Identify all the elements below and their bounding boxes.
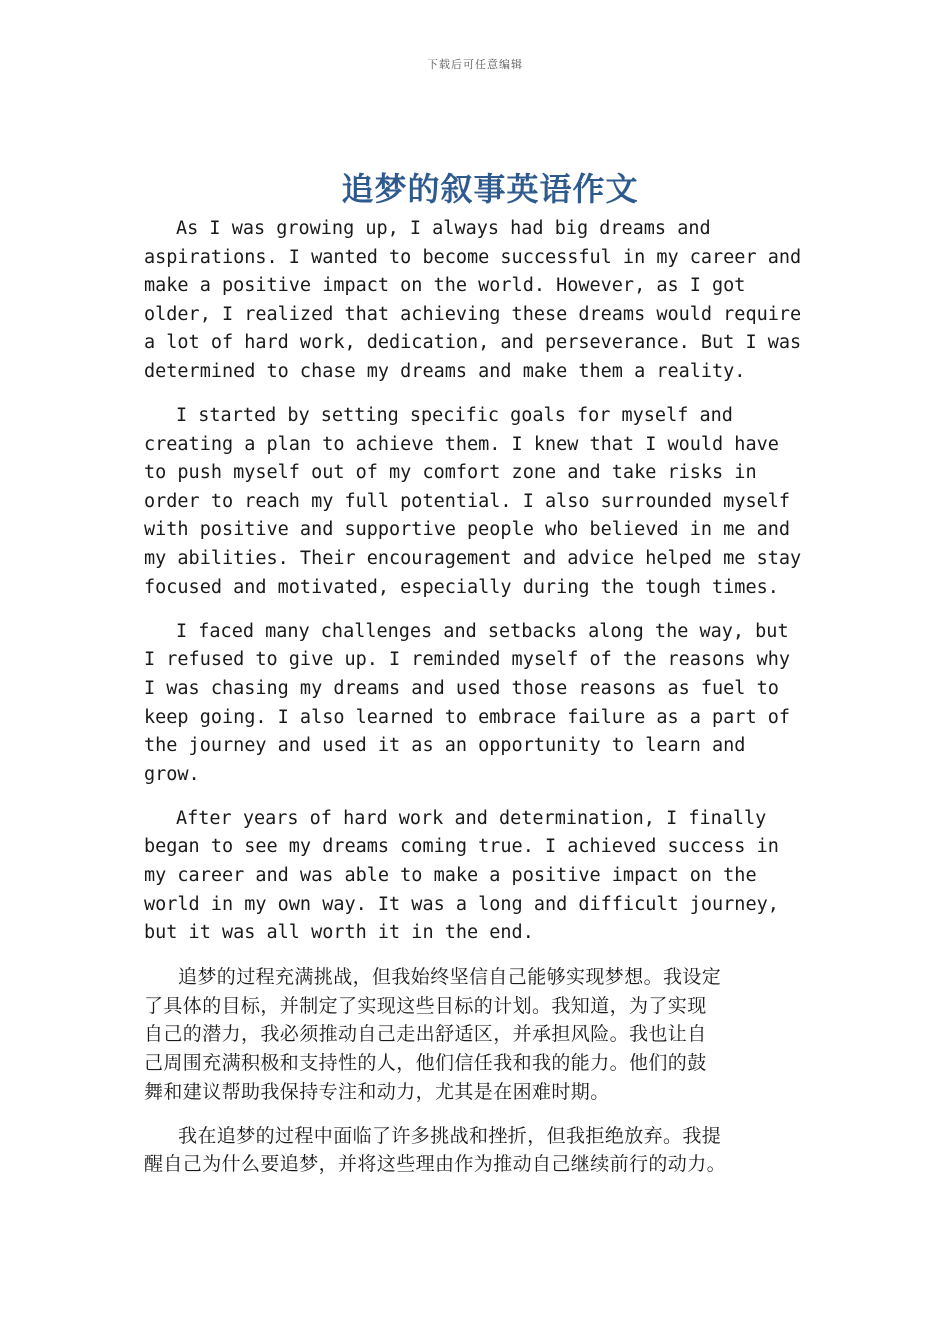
paragraph-1: As I was growing up, I always had big dreams and aspirations. I wanted to become successful in my career and make a positive impact on the world. However, as I got older, I realized that achieving these dreams would require a lot of hard work, dedication, and perseverance. But I was determined to chase my dreams and make them a reality. xyxy=(144,218,802,382)
paragraph-5: 追梦的过程充满挑战，但我始终坚信自己能够实现梦想。我设定 了具体的目标，并制定了实现这些目标的计划。我知道，为了实现 自己的潜力，我必须推动自己走出舒适区，并承担风险。我也让自 己周围充满积极和支持性的人，他们信任我和我的能力。他们的鼓 舞和建议帮助我保持专注和动力，尤其是在困难时期。 xyxy=(144,966,722,1103)
paragraph-6: 我在追梦的过程中面临了许多挑战和挫折，但我拒绝放弃。我提 醒自己为什么要追梦，并将这些理由作为推动自己继续前行的动力。 xyxy=(144,1124,727,1176)
document-title: 追梦的叙事英语作文 xyxy=(341,170,639,208)
paragraph-3: I faced many challenges and setbacks along the way, but I refused to give up. I reminded myself of the reasons why I was chasing my dreams and used those reasons as fuel to keep going. I also learned to embrace failure as a part of the journey and used it as an opportunity to learn and grow. xyxy=(144,620,791,785)
header-note: 下载后可任意编辑 xyxy=(427,58,523,71)
document-body xyxy=(144,215,809,1194)
paragraph-2: I started by setting specific goals for myself and creating a plan to achieve them. I knew that I would have to push myself out of my comfort zone and take risks in order to reach my full potential. I also surrounded myself with positive and supportive people who believed in me and my abilities. Their encouragement and advice helped me stay focused and motivated, especially during the tough times. xyxy=(144,405,802,598)
paragraph-4: After years of hard work and determination, I finally began to see my dreams coming true. I achieved success in my career and was able to make a positive impact on the world in my own way. It was a long and difficult journey, but it was all worth it in the end. xyxy=(144,807,779,944)
